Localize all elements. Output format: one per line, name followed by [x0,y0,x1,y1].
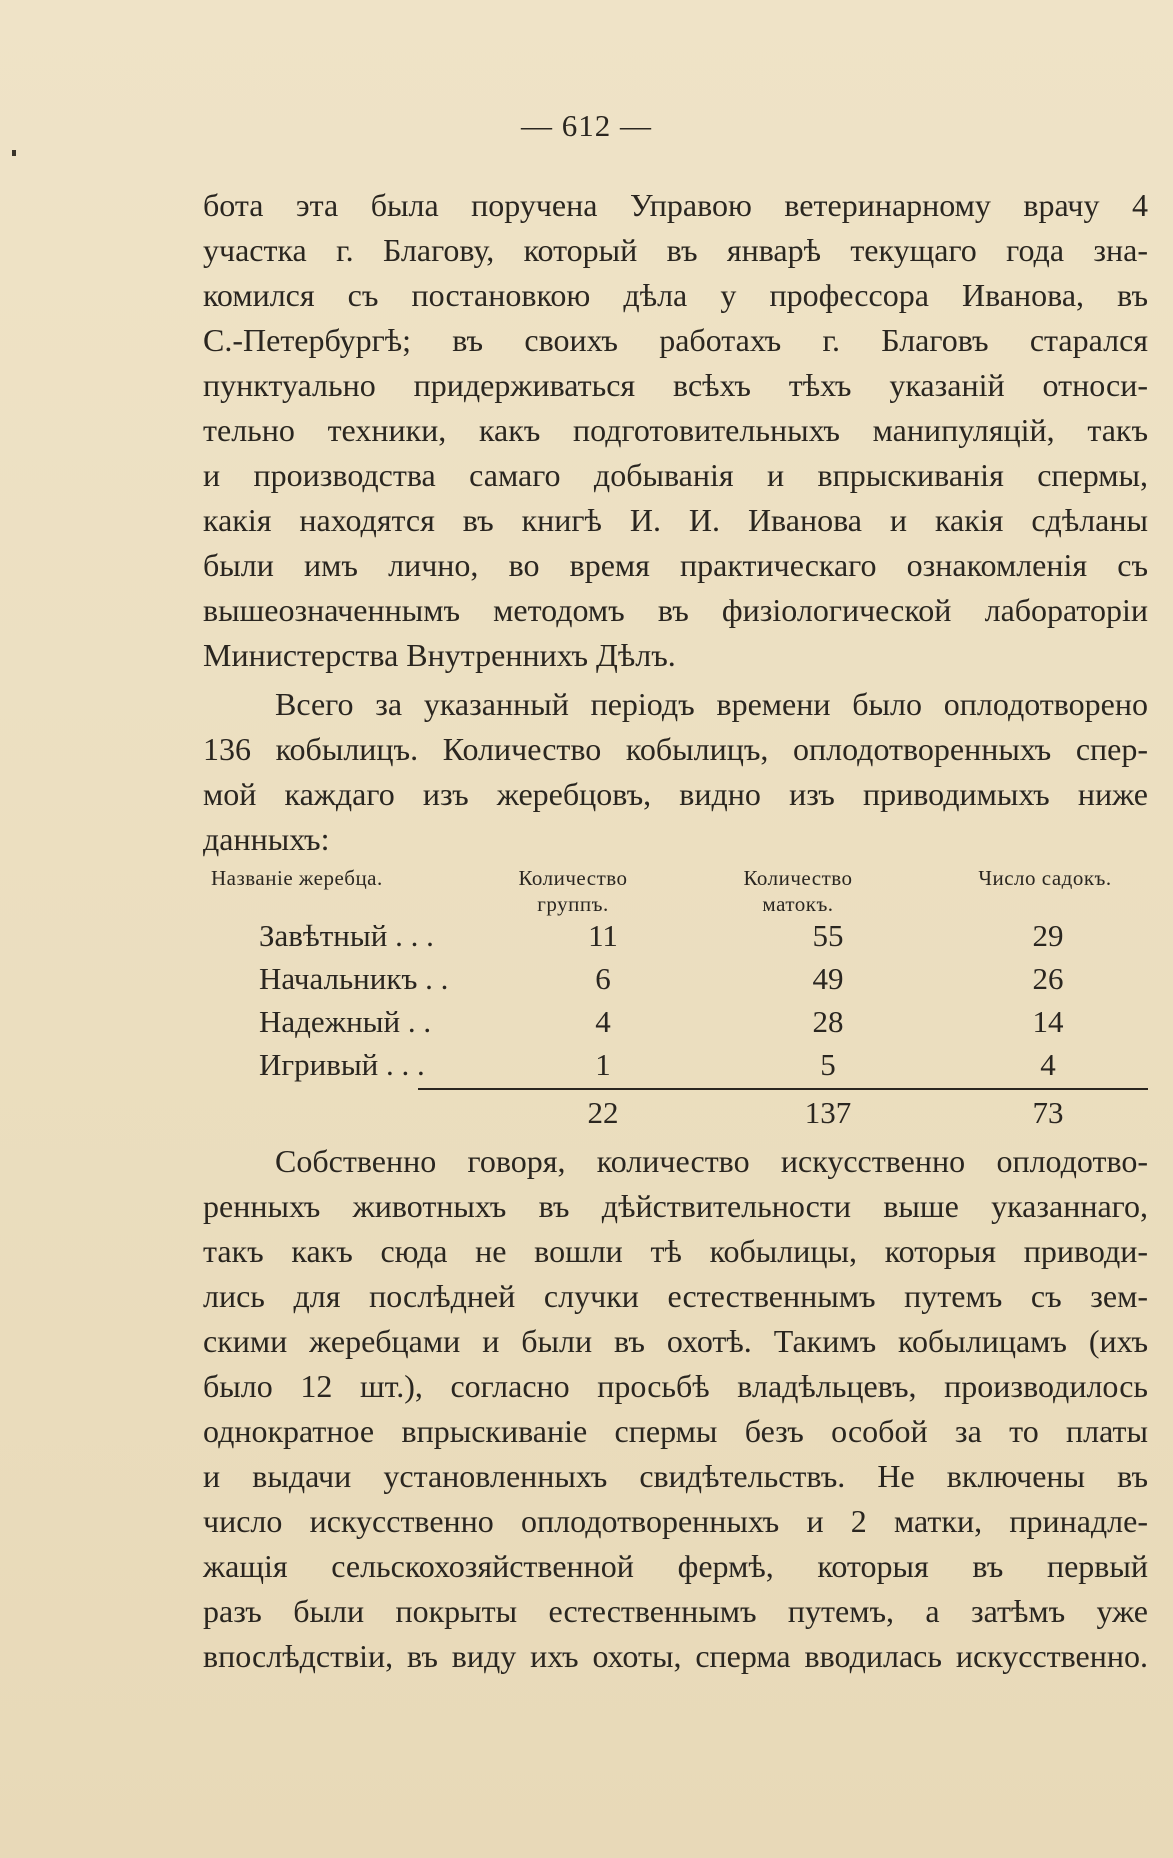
text-line: вышеозначеннымъ методомъ въ физiологической лабораторіи [203,592,1148,628]
row-name: Завѣтный . . . [259,918,434,953]
total-coverings: 73 [1032,1095,1064,1130]
text-line: лись для послѣдней случки естественнымъ путемъ съ зем- [203,1278,1148,1314]
row-groups: 11 [588,918,618,953]
table-header-groups: Количество группъ. [518,866,628,916]
text-line: Всего за указанный періодъ времени было оплодотворено [275,686,1148,722]
text-line: скими жеребцами и были въ охотѣ. Такимъ кобылицамъ (ихъ [203,1323,1148,1359]
text-line: С.-Петербургѣ; въ своихъ работахъ г. Благовъ старался [203,322,1148,358]
text-line: разъ были покрыты естественнымъ путемъ, а затѣмъ уже [203,1593,1148,1629]
text-line: какія находятся въ книгѣ И. И. Иванова и какія сдѣланы [203,502,1148,538]
text-line: пунктуально придерживаться всѣхъ тѣхъ указаній относи- [203,367,1148,403]
row-mares: 5 [820,1047,836,1082]
text-line: было 12 шт.), согласно просьбѣ владѣльцевъ, производилось [203,1368,1148,1404]
paragraph-3 [203,1139,1148,1679]
text-line: комился съ постановкою дѣла у профессора Иванова, въ [203,277,1148,313]
text-line: мой каждаго изъ жеребцовъ, видно изъ приводимыхъ ниже [203,776,1148,812]
text-line: Министерства Внутреннихъ Дѣлъ. [203,637,676,673]
text-line: Собственно говоря, количество искусственно оплодотво- [275,1143,1148,1179]
text-line: участка г. Благову, который въ январѣ текущаго года зна- [203,232,1148,268]
row-coverings: 29 [1032,918,1064,953]
text-line: однократное впрыскиваніе спермы безъ особой за то платы [203,1413,1148,1449]
table-header-name: Названіе жеребца. [211,866,383,890]
text-line: и выдачи установленныхъ свидѣтельствъ. Не включены въ [203,1458,1148,1494]
total-groups: 22 [587,1095,619,1130]
text-line: данныхъ: [203,821,330,857]
row-mares: 55 [812,918,844,953]
text-line: ренныхъ животныхъ въ дѣйствительности выше указаннаго, [203,1188,1148,1224]
text-line: 136 кобылицъ. Количество кобылицъ, оплодотворенныхъ спер- [203,731,1148,767]
total-mares: 137 [804,1095,852,1130]
row-name: Игривый . . . [259,1047,425,1082]
text-line: тельно техники, какъ подготовительныхъ манипуляцій, такъ [203,412,1148,448]
paragraph-2 [203,682,1148,862]
text-line: жащія сельскохозяйственной фермѣ, которыя въ первый [203,1548,1148,1584]
table-totals-row [203,1091,1148,1135]
table-row [203,1000,1148,1044]
text-line: такъ какъ сюда не вошли тѣ кобылицы, которыя приводи- [203,1233,1148,1269]
table-header-coverings: Число садокъ. [978,866,1112,890]
row-name: Надежный . . [259,1004,432,1039]
table-row [203,957,1148,1001]
row-coverings: 14 [1032,1004,1064,1039]
row-mares: 28 [812,1004,844,1039]
row-coverings: 26 [1032,961,1064,996]
table-row [203,914,1148,958]
table-row [203,1043,1148,1087]
row-groups: 1 [595,1047,611,1082]
row-groups: 4 [595,1004,611,1039]
text-line: и производства самаго добыванія и впрыскиванія спермы, [203,457,1148,493]
row-mares: 49 [812,961,844,996]
totals-rule [418,1088,1148,1090]
page-number: — 612 — [521,108,652,143]
margin-mark [12,150,16,156]
text-line: бота эта была поручена Управою ветеринарному врачу 4 [203,187,1148,223]
row-coverings: 4 [1040,1047,1056,1082]
row-groups: 6 [595,961,611,996]
text-line: впослѣдствіи, въ виду ихъ охоты, сперма вводилась искусственно. [203,1638,1148,1674]
text-line: были имъ лично, во время практическаго ознакомленія съ [203,547,1148,583]
paragraph-1 [203,183,1148,678]
table-header-mares: Количество матокъ. [743,866,853,916]
text-line: число искусственно оплодотворенныхъ и 2 матки, принадле- [203,1503,1148,1539]
row-name: Начальникъ . . [259,961,449,996]
